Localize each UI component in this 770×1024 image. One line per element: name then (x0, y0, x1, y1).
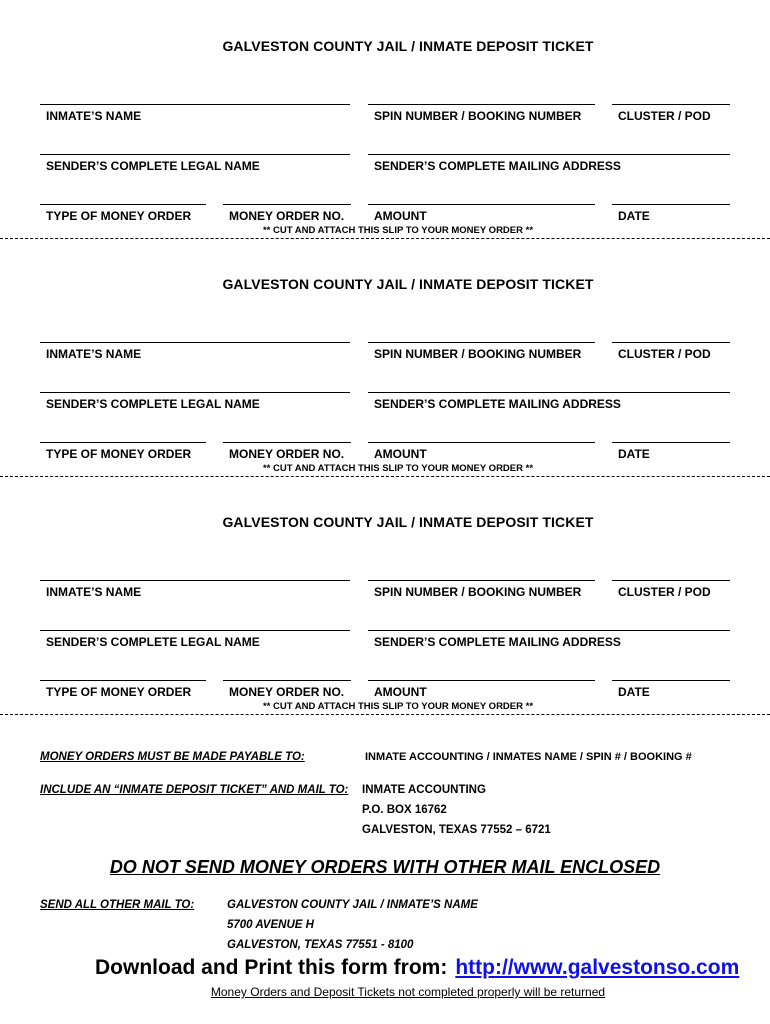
date-label: DATE (618, 685, 650, 699)
cluster-pod-label: CLUSTER / POD (618, 585, 711, 599)
sender-address-label: SENDER’S COMPLETE MAILING ADDRESS (374, 397, 621, 411)
spin-booking-label: SPIN NUMBER / BOOKING NUMBER (374, 109, 582, 123)
money-order-no-label: MONEY ORDER NO. (229, 447, 345, 461)
mail-address-line-2: P.O. BOX 16762 (362, 804, 447, 816)
inmate-name-label: INMATE’S NAME (46, 585, 142, 599)
inmate-name-line[interactable] (40, 580, 350, 581)
mail-address-line-1: INMATE ACCOUNTING (362, 784, 486, 796)
spin-booking-line[interactable] (368, 342, 595, 343)
spin-booking-label: SPIN NUMBER / BOOKING NUMBER (374, 585, 582, 599)
mail-address-line-3: GALVESTON, TEXAS 77552 – 6721 (362, 824, 551, 836)
date-label: DATE (618, 209, 650, 223)
other-mail-line-3: GALVESTON, TEXAS 77551 - 8100 (227, 939, 414, 951)
sender-name-label: SENDER’S COMPLETE LEGAL NAME (46, 397, 260, 411)
amount-line[interactable] (368, 204, 595, 205)
inmate-name-line[interactable] (40, 104, 350, 105)
amount-label: AMOUNT (374, 209, 427, 223)
money-order-type-line[interactable] (40, 680, 206, 681)
sender-name-label: SENDER’S COMPLETE LEGAL NAME (46, 635, 260, 649)
amount-line[interactable] (368, 442, 595, 443)
ticket-title: GALVESTON COUNTY JAIL / INMATE DEPOSIT TICKET (222, 38, 594, 54)
inmate-name-label: INMATE’S NAME (46, 347, 142, 361)
money-order-type-label: TYPE OF MONEY ORDER (46, 209, 192, 223)
money-order-type-label: TYPE OF MONEY ORDER (46, 447, 192, 461)
mail-label: INCLUDE AN “INMATE DEPOSIT TICKET” AND MAIL TO: (40, 784, 349, 796)
cut-line (0, 476, 770, 477)
money-order-no-label: MONEY ORDER NO. (229, 685, 345, 699)
date-line[interactable] (612, 680, 730, 681)
other-mail-line-1: GALVESTON COUNTY JAIL / INMATE’S NAME (227, 899, 478, 911)
sender-name-label: SENDER’S COMPLETE LEGAL NAME (46, 159, 260, 173)
money-order-type-label: TYPE OF MONEY ORDER (46, 685, 192, 699)
payable-value: INMATE ACCOUNTING / INMATES NAME / SPIN # / BOOKING # (365, 751, 692, 763)
footer-note: Money Orders and Deposit Tickets not completed properly will be returned (210, 985, 606, 999)
cluster-pod-label: CLUSTER / POD (618, 347, 711, 361)
inmate-name-line[interactable] (40, 342, 350, 343)
ticket-title: GALVESTON COUNTY JAIL / INMATE DEPOSIT TICKET (222, 514, 594, 530)
date-line[interactable] (612, 204, 730, 205)
sender-name-line[interactable] (40, 630, 350, 631)
money-order-no-label: MONEY ORDER NO. (229, 209, 345, 223)
amount-line[interactable] (368, 680, 595, 681)
website-link[interactable]: http://www.galvestonso.com (455, 956, 740, 979)
cluster-pod-label: CLUSTER / POD (618, 109, 711, 123)
sender-name-line[interactable] (40, 154, 350, 155)
money-order-no-line[interactable] (223, 680, 351, 681)
date-line[interactable] (612, 442, 730, 443)
sender-address-label: SENDER’S COMPLETE MAILING ADDRESS (374, 635, 621, 649)
cluster-pod-line[interactable] (612, 342, 730, 343)
amount-label: AMOUNT (374, 447, 427, 461)
payable-label: MONEY ORDERS MUST BE MADE PAYABLE TO: (40, 751, 305, 763)
download-prefix: Download and Print this form from: (95, 956, 448, 979)
other-mail-line-2: 5700 AVENUE H (227, 919, 314, 931)
cut-line (0, 238, 770, 239)
spin-booking-line[interactable] (368, 580, 595, 581)
download-line (95, 956, 739, 980)
date-label: DATE (618, 447, 650, 461)
cut-note: ** CUT AND ATTACH THIS SLIP TO YOUR MONEY ORDER ** (262, 463, 534, 474)
spin-booking-line[interactable] (368, 104, 595, 105)
sender-name-line[interactable] (40, 392, 350, 393)
money-order-no-line[interactable] (223, 204, 351, 205)
other-mail-label: SEND ALL OTHER MAIL TO: (40, 899, 195, 911)
money-order-type-line[interactable] (40, 442, 206, 443)
money-order-type-line[interactable] (40, 204, 206, 205)
cut-line (0, 714, 770, 715)
warning-heading: DO NOT SEND MONEY ORDERS WITH OTHER MAIL ENCLOSED (109, 857, 661, 877)
cut-note: ** CUT AND ATTACH THIS SLIP TO YOUR MONEY ORDER ** (262, 225, 534, 236)
money-order-no-line[interactable] (223, 442, 351, 443)
cut-note: ** CUT AND ATTACH THIS SLIP TO YOUR MONEY ORDER ** (262, 701, 534, 712)
spin-booking-label: SPIN NUMBER / BOOKING NUMBER (374, 347, 582, 361)
sender-address-line[interactable] (368, 630, 730, 631)
amount-label: AMOUNT (374, 685, 427, 699)
ticket-title: GALVESTON COUNTY JAIL / INMATE DEPOSIT TICKET (222, 276, 594, 292)
sender-address-line[interactable] (368, 392, 730, 393)
cluster-pod-line[interactable] (612, 104, 730, 105)
cluster-pod-line[interactable] (612, 580, 730, 581)
sender-address-label: SENDER’S COMPLETE MAILING ADDRESS (374, 159, 621, 173)
inmate-name-label: INMATE’S NAME (46, 109, 142, 123)
sender-address-line[interactable] (368, 154, 730, 155)
